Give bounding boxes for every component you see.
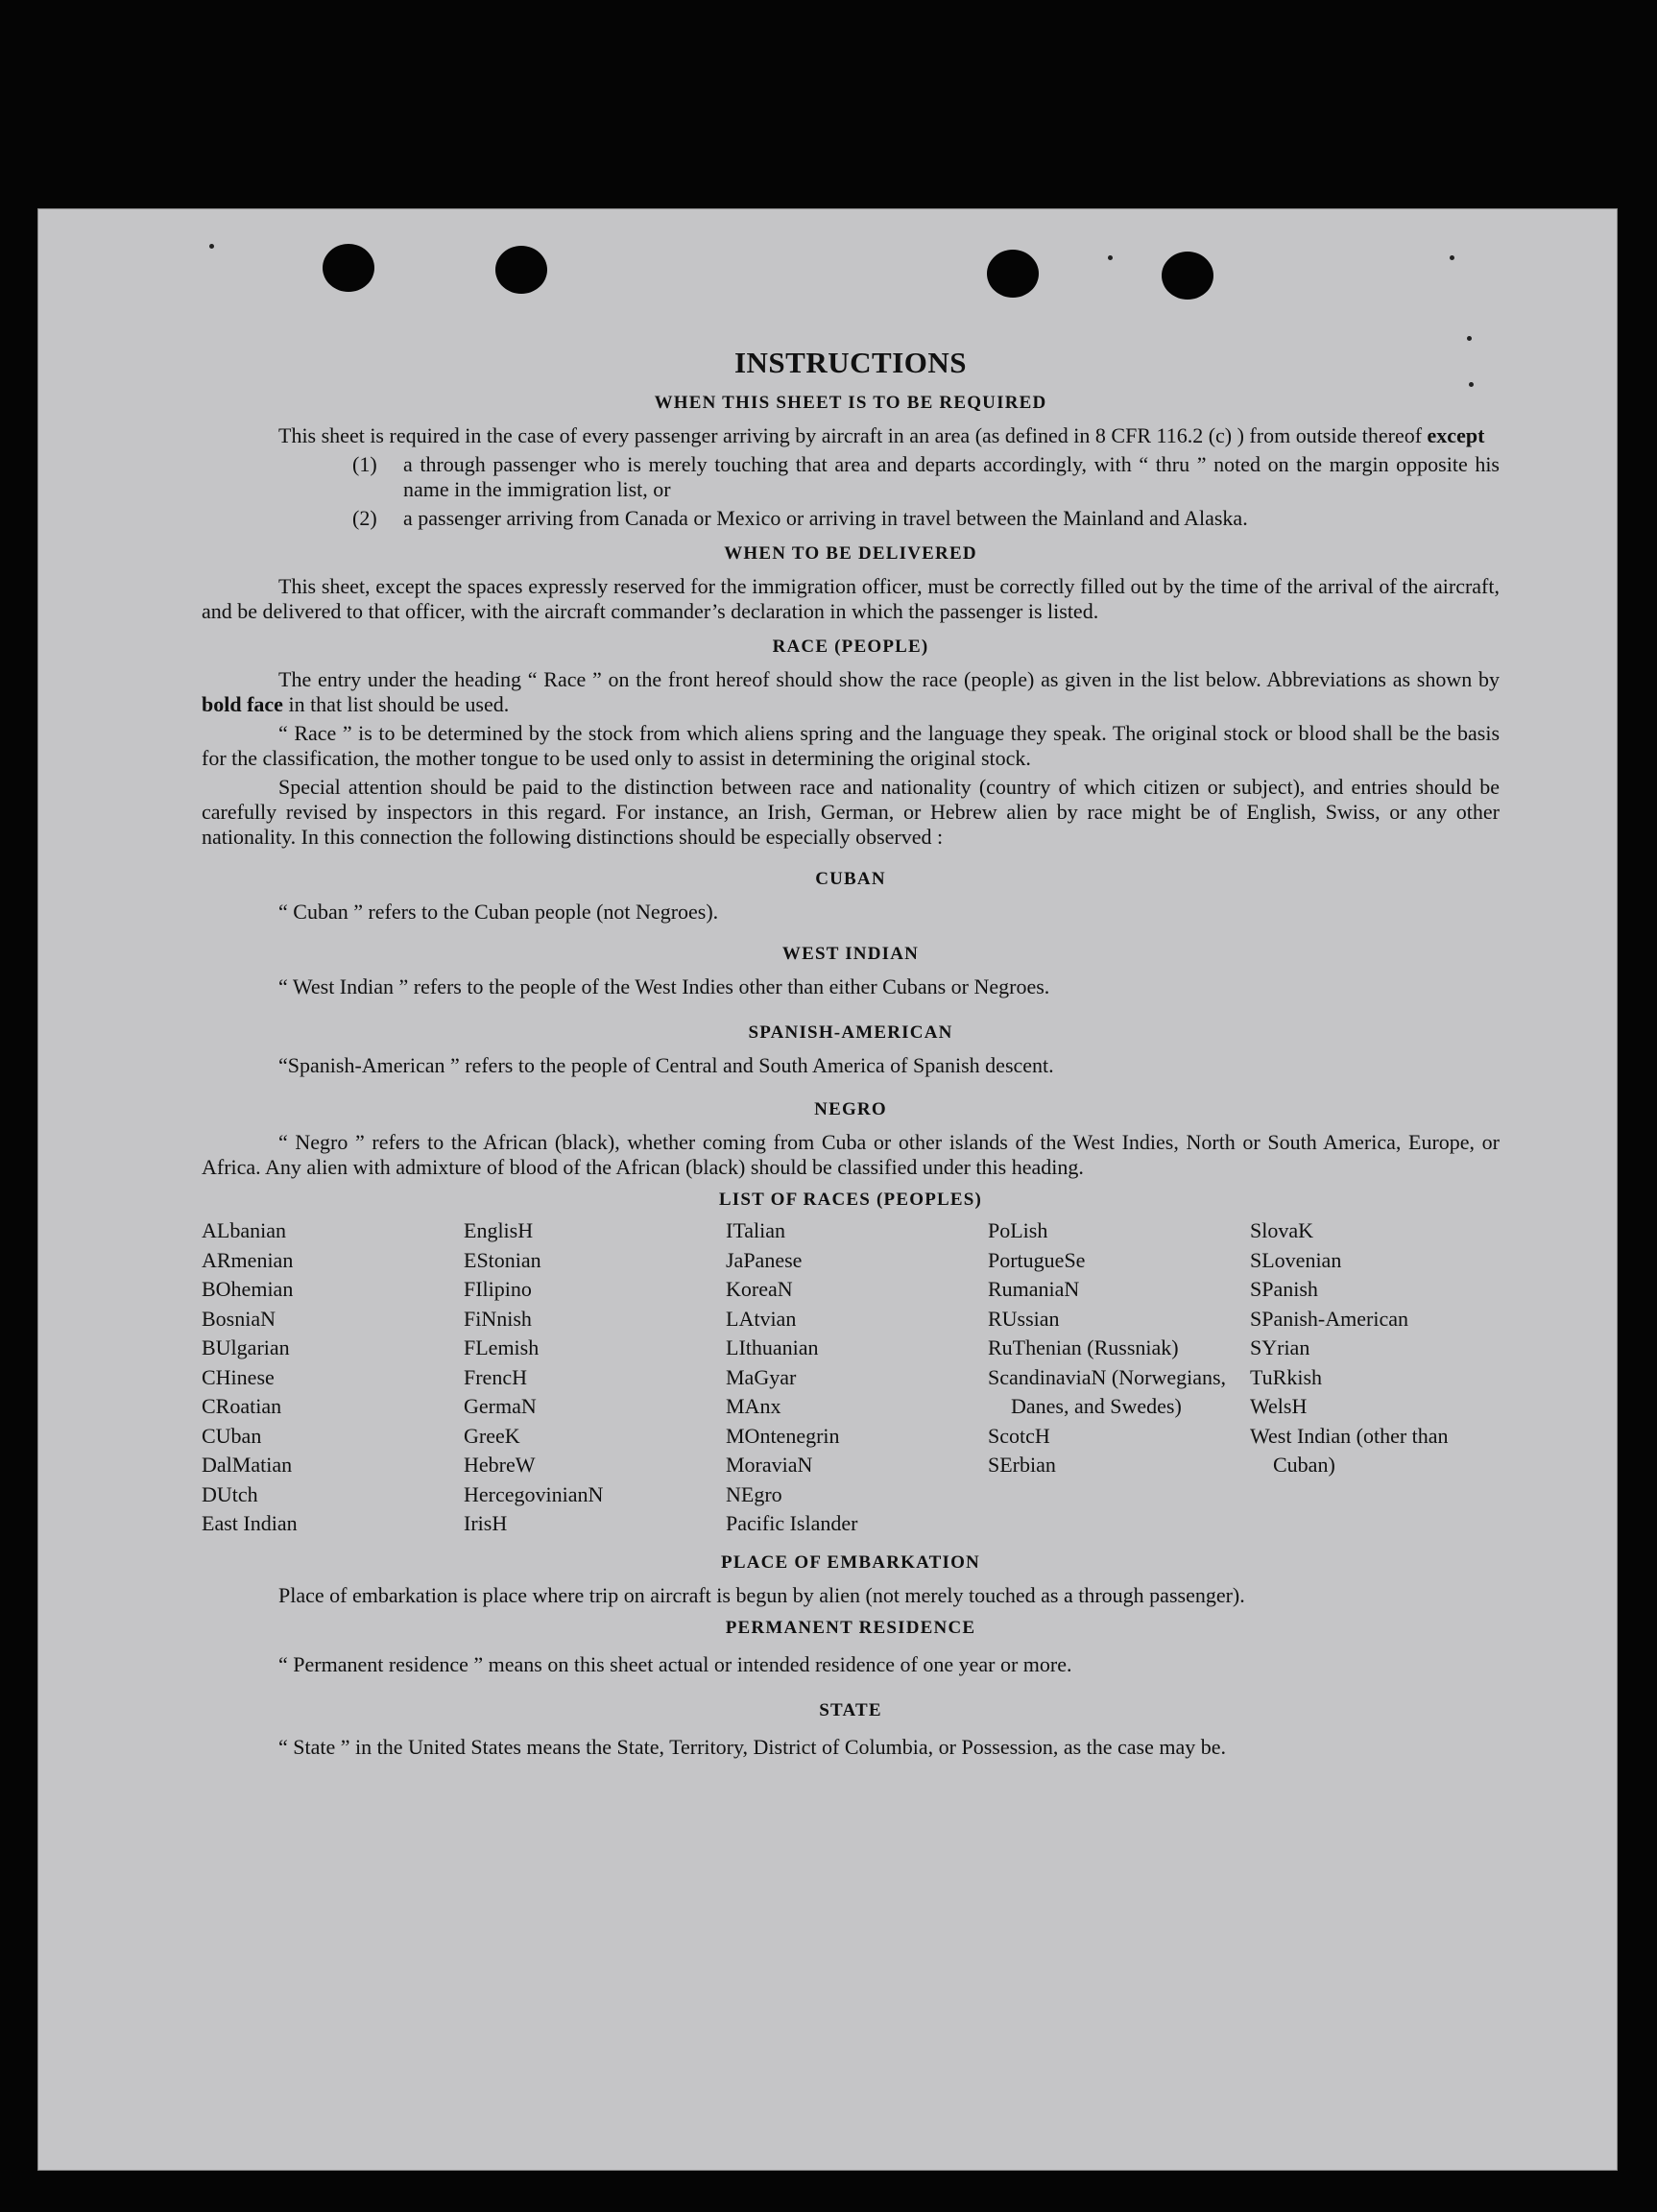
page-title: INSTRUCTIONS bbox=[733, 346, 967, 379]
heading-permanent-residence: PERMANENT RESIDENCE bbox=[725, 1617, 976, 1638]
race-entry: MAnx bbox=[726, 1394, 781, 1418]
heading-negro: NEGRO bbox=[814, 1099, 887, 1119]
race-entry: CUban bbox=[202, 1423, 262, 1448]
paragraph-race-3: Special attention should be paid to the distinction between race and nationality (country of which citizen or subject), and entries should be carefully revised by inspectors in this regard. For instance, an Irish, German, or Hebrew alien by race might be of English, Swiss, or any other nationality. In this connection the following distinctions should be especially observed : bbox=[202, 775, 1500, 849]
list-item-text: a through passenger who is merely touching that area and departs accordingly, with “ thru ” noted on the margin opposite his name in the immigration list, or bbox=[403, 452, 1500, 501]
race-entry: TuRkish bbox=[1250, 1364, 1323, 1389]
race-entry: BOhemian bbox=[202, 1277, 294, 1301]
race-entry: MoraviaN bbox=[726, 1453, 813, 1477]
paragraph-race-2: “ Race ” is to be determined by the stock from which aliens spring and the language they speak. The original stock or blood shall be the basis for the classification, the mother tongue to be used only to assist in determining the original stock. bbox=[202, 721, 1500, 770]
punch-hole bbox=[1162, 252, 1213, 300]
race-entry: MaGyar bbox=[726, 1364, 797, 1389]
heading-when-delivered: WHEN TO BE DELIVERED bbox=[724, 543, 977, 564]
list-item bbox=[202, 506, 1500, 531]
race-entry: FIlipino bbox=[464, 1277, 532, 1301]
race-entry: Pacific Islander bbox=[726, 1511, 858, 1535]
race-entry: DUtch bbox=[202, 1481, 258, 1506]
race-entry: SlovaK bbox=[1250, 1218, 1313, 1242]
race-entry: IrisH bbox=[464, 1511, 508, 1535]
paper-speck bbox=[209, 244, 214, 249]
race-p1-tail: in that list should be used. bbox=[288, 692, 510, 716]
document-sheet bbox=[38, 209, 1617, 2170]
races-column bbox=[988, 1216, 1250, 1539]
list-item-text: a passenger arriving from Canada or Mexico or arriving in travel between the Mainland and Alaska. bbox=[403, 506, 1248, 530]
required-intro-text: This sheet is required in the case of every passenger arriving by aircraft in an area (as defined in 8 CFR 116.2 (c) ) from outside thereof bbox=[278, 423, 1423, 447]
races-column bbox=[726, 1216, 988, 1539]
race-entry: WelsH bbox=[1250, 1394, 1308, 1418]
heading-cuban: CUBAN bbox=[815, 869, 886, 889]
race-p1-bold: bold face bbox=[202, 692, 283, 716]
heading-state: STATE bbox=[819, 1699, 882, 1720]
race-entry: FrencH bbox=[464, 1364, 527, 1389]
races-column bbox=[464, 1216, 726, 1539]
heading-race: RACE (PEOPLE) bbox=[772, 637, 929, 657]
race-entry: CRoatian bbox=[202, 1394, 282, 1418]
race-entry: ScandinaviaN (Norwegians, Danes, and Swedes) bbox=[988, 1364, 1227, 1418]
race-entry: EnglisH bbox=[464, 1218, 534, 1242]
race-entry: BUlgarian bbox=[202, 1335, 290, 1359]
race-entry: East Indian bbox=[202, 1511, 298, 1535]
paragraph-spanish-american: “Spanish-American ” refers to the people of Central and South America of Spanish descent. bbox=[278, 1053, 1054, 1077]
race-entry: SPanish-American bbox=[1250, 1306, 1408, 1331]
races-column bbox=[202, 1216, 464, 1539]
paragraph-delivered: This sheet, except the spaces expressly reserved for the immigration officer, must be correctly filled out by the time of the arrival of the aircraft, and be delivered to that officer, with the aircraft commander’s declaration in which the passenger is listed. bbox=[202, 574, 1500, 623]
race-entry: SPanish bbox=[1250, 1277, 1318, 1301]
punch-hole bbox=[495, 246, 547, 294]
race-entry: PortugueSe bbox=[988, 1247, 1086, 1272]
races-table bbox=[202, 1216, 1500, 1539]
race-entry: RUssian bbox=[988, 1306, 1060, 1331]
list-item-number: (1) bbox=[352, 452, 377, 476]
race-entry: MOntenegrin bbox=[726, 1423, 840, 1448]
heading-west-indian: WEST INDIAN bbox=[781, 944, 920, 964]
heading-spanish-american: SPANISH-AMERICAN bbox=[748, 1022, 953, 1043]
race-entry: West Indian (other than Cuban) bbox=[1250, 1423, 1449, 1477]
race-entry: ScotcH bbox=[988, 1423, 1050, 1448]
list-item-number: (2) bbox=[352, 506, 377, 530]
paragraph-state: “ State ” in the United States means the State, Territory, District of Columbia, or Possession, as the case may be. bbox=[278, 1734, 1227, 1759]
race-entry: SErbian bbox=[988, 1453, 1056, 1477]
heading-when-required: WHEN THIS SHEET IS TO BE REQUIRED bbox=[654, 393, 1047, 413]
race-entry: ALbanian bbox=[202, 1218, 286, 1242]
race-entry: CHinese bbox=[202, 1364, 275, 1389]
paper-speck bbox=[1450, 255, 1454, 260]
race-entry: RumaniaN bbox=[988, 1277, 1080, 1301]
race-entry: SYrian bbox=[1250, 1335, 1310, 1359]
race-entry: JaPanese bbox=[726, 1247, 803, 1272]
race-entry: BosniaN bbox=[202, 1306, 276, 1331]
race-entry: LIthuanian bbox=[726, 1335, 819, 1359]
race-entry: GermaN bbox=[464, 1394, 537, 1418]
paragraph-cuban: “ Cuban ” refers to the Cuban people (not Negroes). bbox=[278, 900, 719, 924]
race-entry: FiNnish bbox=[464, 1306, 532, 1331]
instructions-content bbox=[202, 346, 1500, 1760]
race-entry: HebreW bbox=[464, 1453, 536, 1477]
heading-list-of-races: LIST OF RACES (PEOPLES) bbox=[718, 1190, 983, 1210]
paragraph-embarkation: Place of embarkation is place where trip on aircraft is begun by alien (not merely touched as a through passenger). bbox=[278, 1582, 1245, 1607]
paragraph-west-indian: “ West Indian ” refers to the people of the West Indies other than either Cubans or Negroes. bbox=[278, 974, 1050, 998]
paragraph-negro: “ Negro ” refers to the African (black), whether coming from Cuba or other islands of the West Indies, North or South America, Europe, or Africa. Any alien with admixture of blood of the African (black) should be classified under this heading. bbox=[202, 1130, 1500, 1179]
race-entry: ARmenian bbox=[202, 1247, 294, 1272]
required-intro-bold: except bbox=[1427, 423, 1485, 447]
race-entry: LAtvian bbox=[726, 1306, 797, 1331]
race-entry: NEgro bbox=[726, 1481, 782, 1506]
race-entry: KoreaN bbox=[726, 1277, 793, 1301]
race-entry: SLovenian bbox=[1250, 1247, 1342, 1272]
heading-embarkation: PLACE OF EMBARKATION bbox=[721, 1551, 980, 1573]
race-entry: HercegovinianN bbox=[464, 1481, 604, 1506]
race-entry: EStonian bbox=[464, 1247, 541, 1272]
punch-hole bbox=[987, 250, 1039, 298]
paper-speck bbox=[1467, 336, 1472, 341]
list-item bbox=[202, 452, 1500, 502]
race-entry: FLemish bbox=[464, 1335, 540, 1359]
paper-speck bbox=[1108, 255, 1113, 260]
races-column bbox=[1250, 1216, 1500, 1539]
paragraph-race-1 bbox=[202, 667, 1500, 717]
race-entry: ITalian bbox=[726, 1218, 785, 1242]
paragraph-required bbox=[202, 423, 1500, 448]
race-entry: DalMatian bbox=[202, 1453, 293, 1477]
paragraph-permanent-residence: “ Permanent residence ” means on this sheet actual or intended residence of one year or more. bbox=[278, 1651, 1072, 1676]
race-entry: GreeK bbox=[464, 1423, 520, 1448]
race-entry: RuThenian (Russniak) bbox=[988, 1335, 1179, 1359]
race-entry: PoLish bbox=[988, 1218, 1048, 1242]
race-p1-lead: The entry under the heading “ Race ” on the front hereof should show the race (people) as given in the list below. Abbreviations as shown by bbox=[278, 667, 1500, 691]
punch-hole bbox=[323, 244, 374, 292]
